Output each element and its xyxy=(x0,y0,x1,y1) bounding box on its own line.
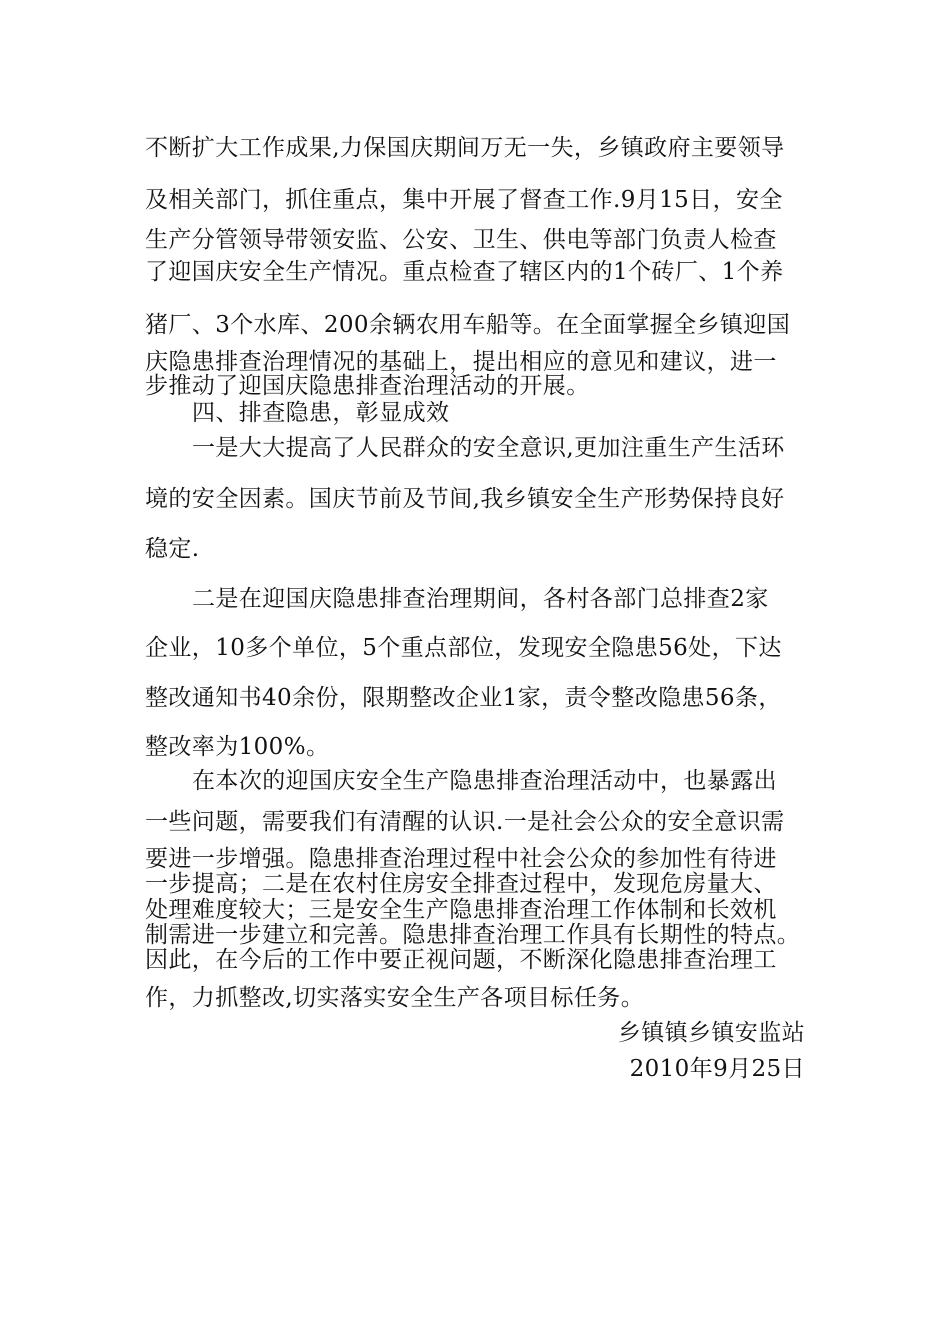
paragraph-line: 及相关部门，抓住重点，集中开展了督查工作.9月15日，安全 xyxy=(145,187,783,213)
paragraph-line: 二是在迎国庆隐患排查治理期间，各村各部门总排查2家 xyxy=(192,586,769,612)
paragraph-line: 庆隐患排查治理情况的基础上，提出相应的意见和建议，进一 xyxy=(145,349,777,375)
section-heading: 四、排查隐患，彰显成效 xyxy=(192,400,450,426)
paragraph-line: 制需进一步建立和完善。隐患排查治理工作具有长期性的特点。 xyxy=(145,922,801,948)
paragraph-line: 一步提高；二是在农村住房安全排查过程中，发现危房量大、 xyxy=(145,871,777,897)
paragraph-line: 一是大大提高了人民群众的安全意识,更加注重生产生活环 xyxy=(192,435,785,461)
paragraph-line: 不断扩大工作成果,力保国庆期间万无一失，乡镇政府主要领导 xyxy=(145,135,785,161)
paragraph-line: 企业，10多个单位，5个重点部位，发现安全隐患56处，下达 xyxy=(145,635,782,661)
paragraph-line: 因此，在今后的工作中要正视问题，不断深化隐患排查治理工 xyxy=(145,947,777,973)
signature-date: 2010年9月25日 xyxy=(629,1056,805,1082)
paragraph-line: 一些问题，需要我们有清醒的认识.一是社会公众的安全意识需 xyxy=(145,809,785,835)
paragraph-line: 境的安全因素。国庆节前及节间,我乡镇安全生产形势保持良好 xyxy=(145,486,785,512)
paragraph-line: 在本次的迎国庆安全生产隐患排查治理活动中，也暴露出 xyxy=(192,768,777,794)
signature-org: 乡镇镇乡镇安监站 xyxy=(617,1020,805,1046)
paragraph-line: 稳定. xyxy=(145,536,200,562)
paragraph-line: 步推动了迎国庆隐患排查治理活动的开展。 xyxy=(145,373,590,399)
paragraph-line: 作，力抓整改,切实落实安全生产各项目标任务。 xyxy=(145,985,645,1011)
paragraph-line: 猪厂、3个水库、200余辆农用车船等。在全面掌握全乡镇迎国 xyxy=(145,312,791,338)
paragraph-line: 生产分管领导带领安监、公安、卫生、供电等部门负责人检查 xyxy=(145,227,777,253)
paragraph-line: 要进一步增强。隐患排查治理过程中社会公众的参加性有待进 xyxy=(145,846,777,872)
paragraph-line: 了迎国庆安全生产情况。重点检查了辖区内的1个砖厂、1个养 xyxy=(145,259,784,285)
paragraph-line: 整改通知书40余份，限期整改企业1家，责令整改隐患56条， xyxy=(145,685,782,711)
paragraph-line: 处理难度较大；三是安全生产隐患排查治理工作体制和长效机 xyxy=(145,897,777,923)
paragraph-line: 整改率为100%。 xyxy=(145,734,330,760)
